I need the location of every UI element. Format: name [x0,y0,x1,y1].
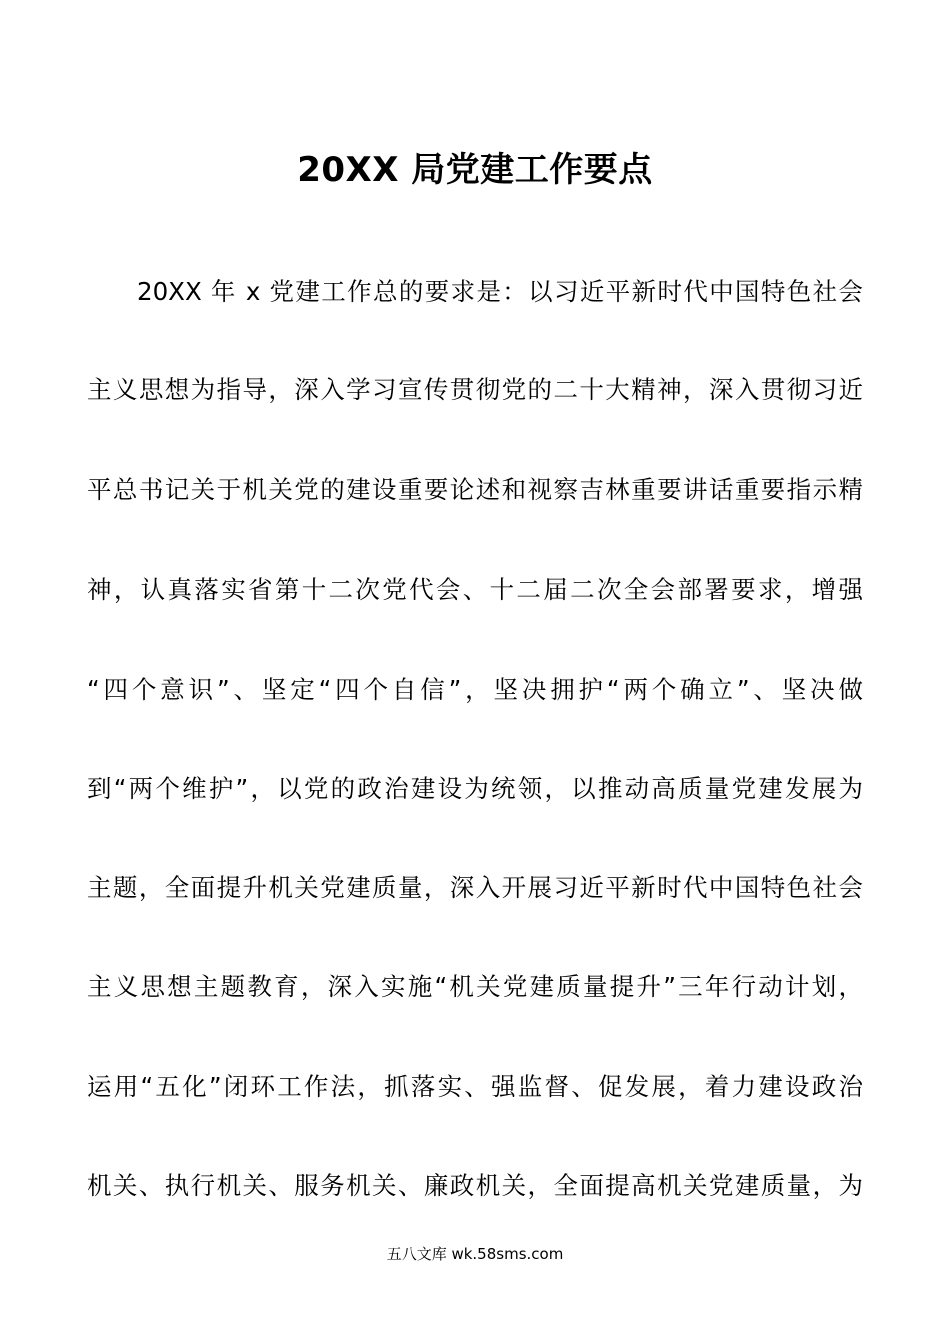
body-line-4: 神，认真落实省第十二次党代会、十二届二次全会部署要求，增强 [87,575,863,604]
body-line-3: 平总书记关于机关党的建设重要论述和视察吉林重要讲话重要指示精 [87,475,863,504]
body-line-8: 主义思想主题教育，深入实施“机关党建质量提升”三年行动计划， [87,972,863,1001]
footer-watermark[interactable]: 五八文库 wk.58sms.com [386,1245,564,1263]
body-line-7: 主题，全面提升机关党建质量，深入开展习近平新时代中国特色社会 [87,873,863,902]
body-line-2: 主义思想为指导，深入学习宣传贯彻党的二十大精神，深入贯彻习近 [87,375,863,404]
body-line-9: 运用“五化”闭环工作法，抓落实、强监督、促发展，着力建设政治 [87,1072,863,1101]
body-line-1: 20XX 年 x 党建工作总的要求是：以习近平新时代中国特色社会 [137,277,863,306]
body-line-6: 到“两个维护”，以党的政治建设为统领，以推动高质量党建发展为 [87,774,863,803]
body-line-10: 机关、执行机关、服务机关、廉政机关，全面提高机关党建质量，为 [87,1171,863,1200]
document-title: 20XX 局党建工作要点 [297,150,653,190]
body-line-5: “四个意识”、坚定“四个自信”，坚决拥护“两个确立”、坚决做 [87,675,863,704]
